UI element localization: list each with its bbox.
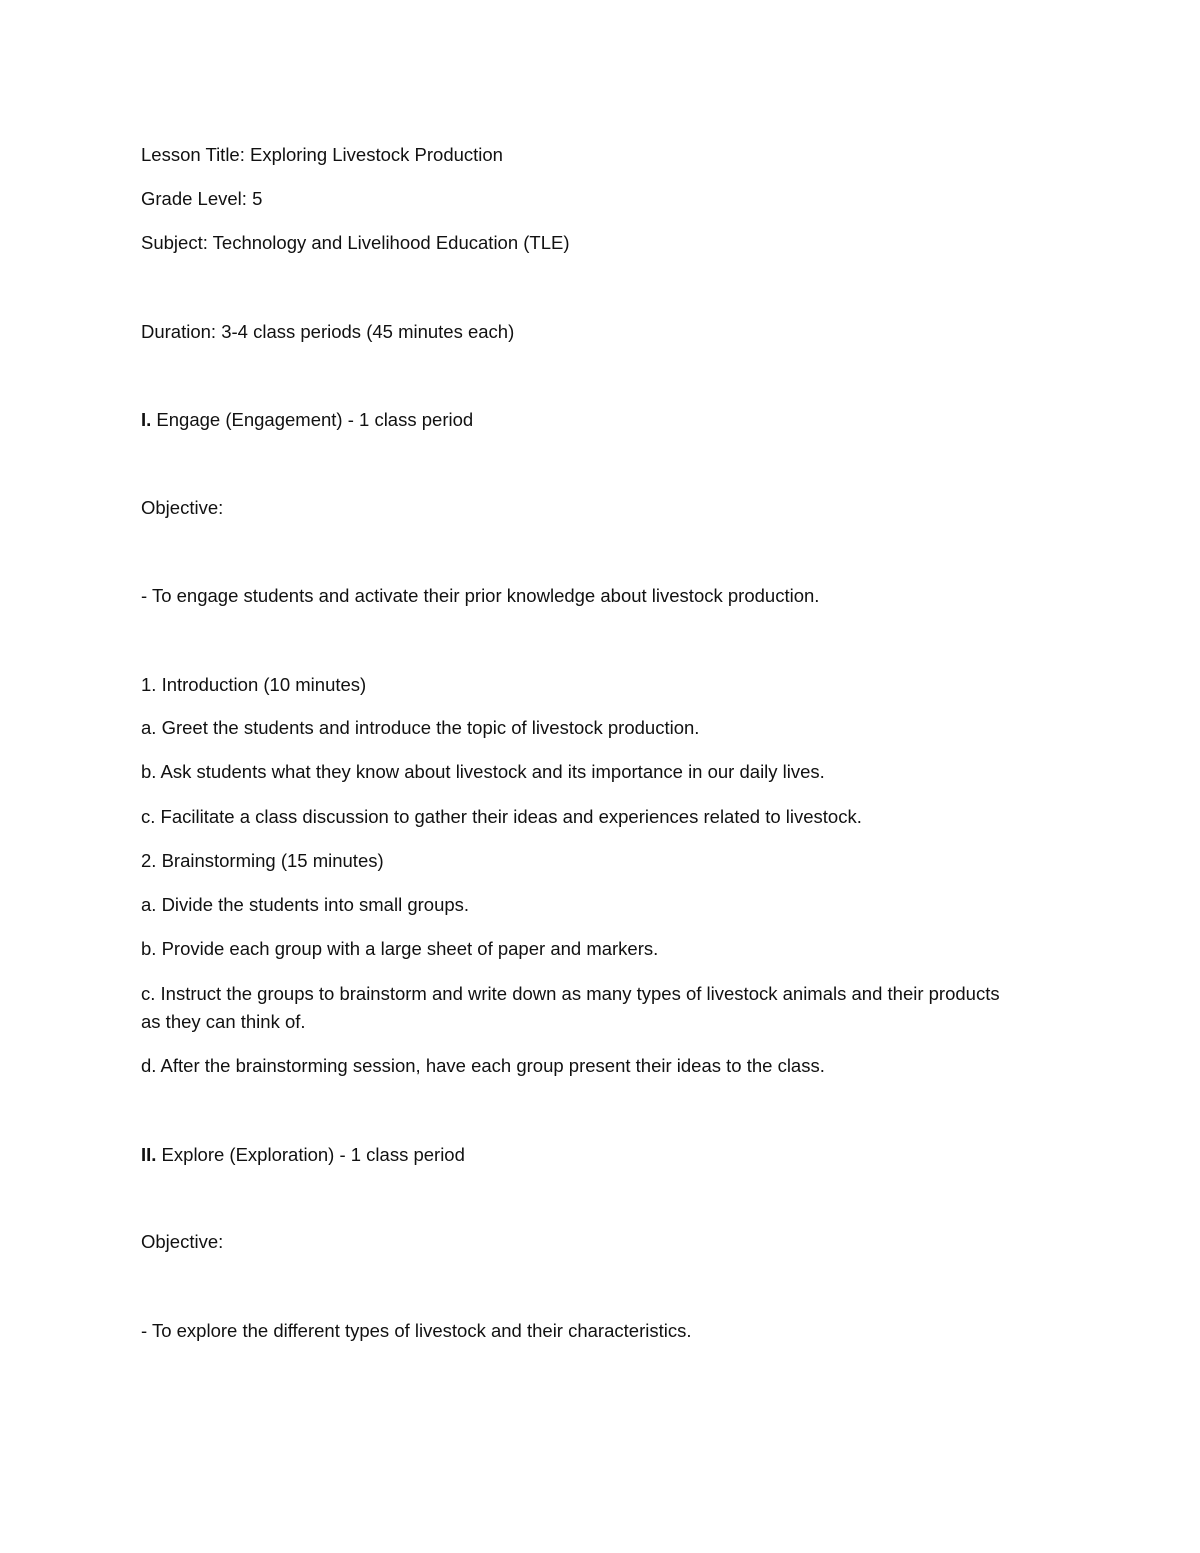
section-2-heading bbox=[141, 1141, 1001, 1169]
section-2-objective-text: - To explore the different types of livestock and their characteristics. bbox=[141, 1320, 692, 1341]
section-1-heading bbox=[141, 406, 1001, 434]
step-2-c: c. Instruct the groups to brainstorm and write down as many types of livestock animals and their products as they can think of. bbox=[141, 983, 1000, 1032]
step-1-c: c. Facilitate a class discussion to gather their ideas and experiences related to livestock. bbox=[141, 806, 862, 827]
section-2-numeral: II. bbox=[141, 1144, 157, 1165]
subject: Subject: Technology and Livelihood Education (TLE) bbox=[141, 232, 570, 253]
lesson-title: Lesson Title: Exploring Livestock Production bbox=[141, 144, 503, 165]
section-1-objective-text: - To engage students and activate their prior knowledge about livestock production. bbox=[141, 585, 820, 606]
section-1-heading-text: Engage (Engagement) - 1 class period bbox=[151, 409, 474, 430]
grade-level: Grade Level: 5 bbox=[141, 188, 263, 209]
step-1-a: a. Greet the students and introduce the topic of livestock production. bbox=[141, 717, 700, 738]
step-2-a: a. Divide the students into small groups. bbox=[141, 894, 470, 915]
section-2-objective-label: Objective: bbox=[141, 1231, 224, 1252]
step-1-b: b. Ask students what they know about livestock and its importance in our daily lives. bbox=[141, 761, 825, 782]
step-2-d: d. After the brainstorming session, have each group present their ideas to the class. bbox=[141, 1055, 825, 1076]
duration: Duration: 3-4 class periods (45 minutes each) bbox=[141, 321, 515, 342]
section-1-numeral: I. bbox=[141, 409, 152, 430]
section-1-objective-label: Objective: bbox=[141, 497, 224, 518]
step-1-introduction: 1. Introduction (10 minutes) bbox=[141, 674, 367, 695]
section-2-heading-text: Explore (Exploration) - 1 class period bbox=[156, 1144, 465, 1165]
step-2-brainstorming: 2. Brainstorming (15 minutes) bbox=[141, 850, 384, 871]
step-2-b: b. Provide each group with a large sheet of paper and markers. bbox=[141, 938, 659, 959]
